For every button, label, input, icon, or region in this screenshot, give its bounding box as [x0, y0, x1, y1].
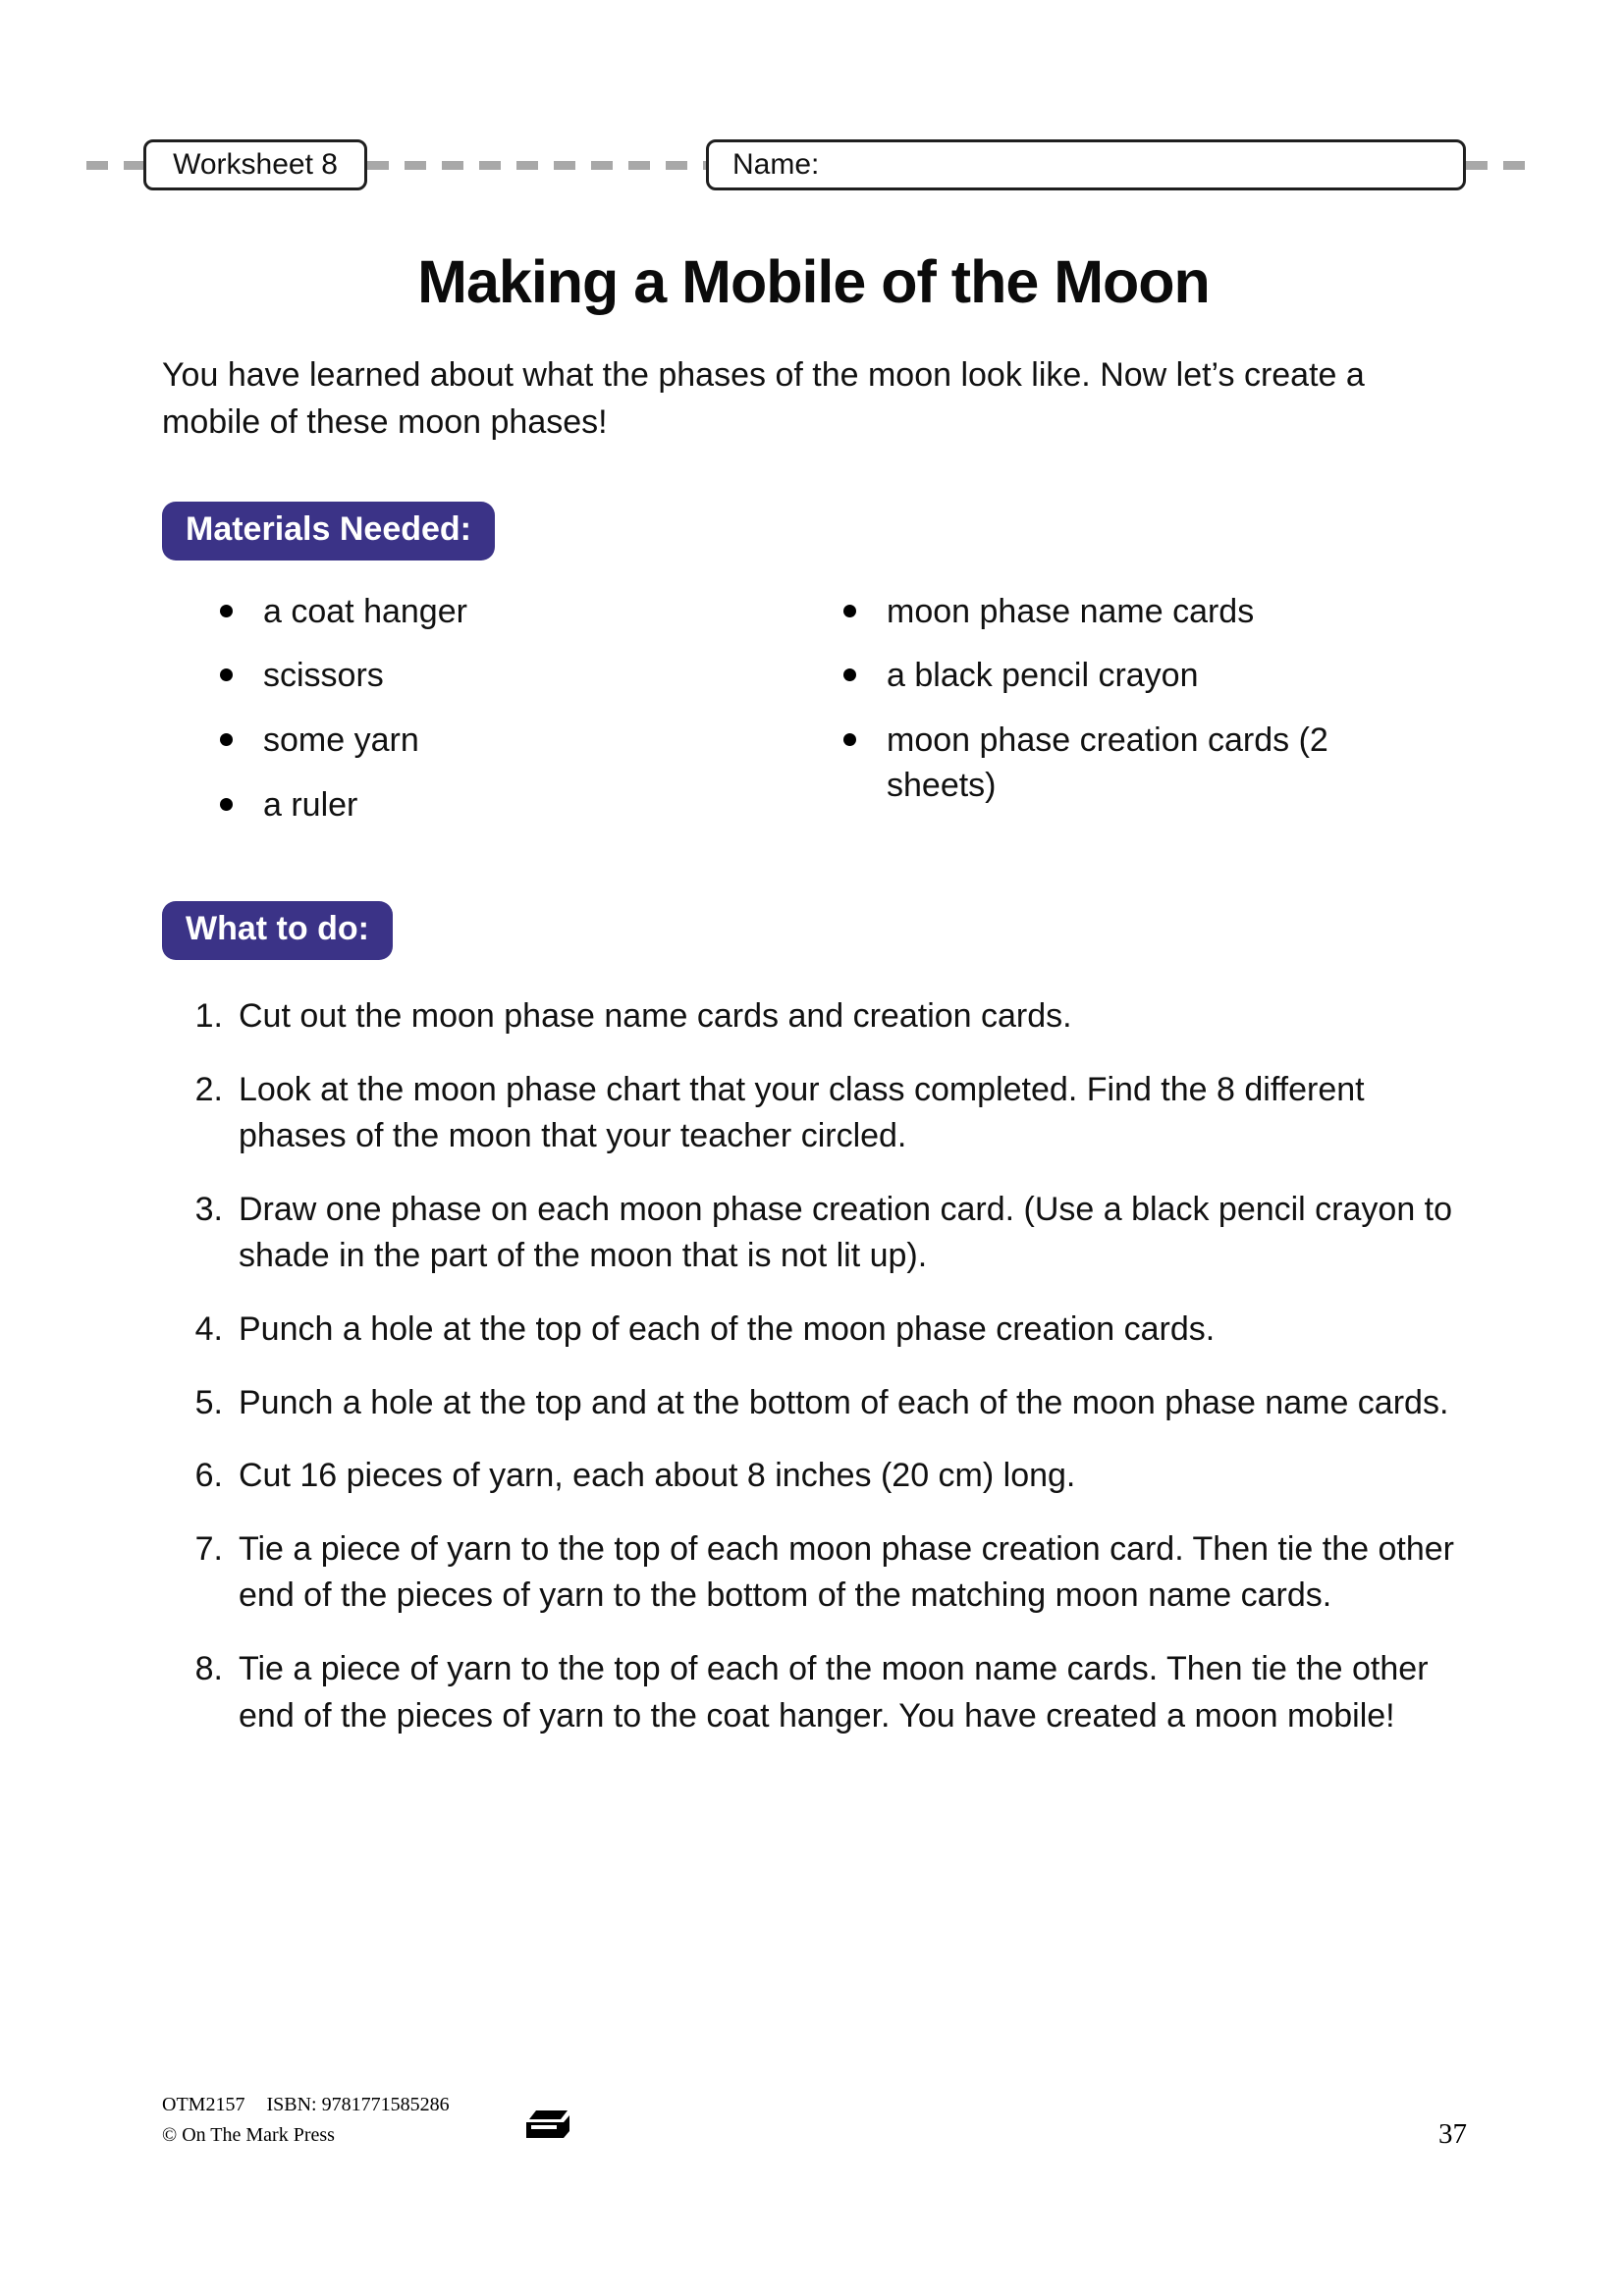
material-item: moon phase creation cards (2 sheets): [839, 719, 1350, 809]
material-item: a ruler: [216, 783, 839, 828]
instructions-list: [162, 993, 1465, 1739]
step-number: 1.: [194, 997, 223, 1036]
name-field-box: [706, 139, 1466, 190]
step-text: Cut out the moon phase name cards and creation cards.: [239, 997, 1072, 1036]
step-text: Cut 16 pieces of yarn, each about 8 inches (20 cm) long.: [239, 1457, 1076, 1495]
material-item: scissors: [216, 654, 839, 699]
instruction-step: [170, 1067, 1465, 1160]
header-dash-middle: [367, 161, 706, 170]
worksheet-number-label: Worksheet 8: [173, 148, 338, 181]
step-number: 2.: [194, 1070, 223, 1108]
materials-left-column: [216, 590, 839, 849]
header: [86, 135, 1540, 194]
copier-icon: [520, 2107, 573, 2149]
materials-list: [162, 590, 1465, 849]
materials-right-column: [839, 590, 1350, 849]
step-number: 5.: [194, 1383, 223, 1421]
publisher-code-row: [162, 2090, 450, 2120]
header-dash-right: [1466, 161, 1540, 170]
page-number: 37: [1438, 2118, 1467, 2150]
isbn: ISBN: 9781771585286: [266, 2094, 450, 2115]
instruction-step: [170, 1187, 1465, 1280]
footer-publisher-block: [162, 2090, 573, 2151]
materials-heading-badge: Materials Needed:: [162, 502, 495, 561]
step-number: 4.: [194, 1310, 223, 1349]
product-code: OTM2157: [162, 2094, 245, 2115]
instruction-step: [170, 1526, 1465, 1620]
step-number: 8.: [194, 1650, 223, 1688]
material-item: moon phase name cards: [839, 590, 1350, 635]
header-dash-left: [86, 161, 143, 170]
name-field-label: Name:: [732, 148, 820, 181]
publisher-lines: [162, 2090, 450, 2151]
worksheet-number-box: [143, 139, 367, 190]
copyright: © On The Mark Press: [162, 2124, 335, 2146]
step-text: Punch a hole at the top and at the bottom of each of the moon phase name cards.: [239, 1383, 1449, 1421]
instruction-step: [170, 1646, 1465, 1739]
step-text: Tie a piece of yarn to the top of each moon phase creation card. Then tie the other end of the pieces of yarn to the bottom of the matching moon name cards.: [239, 1529, 1454, 1615]
material-item: a black pencil crayon: [839, 654, 1350, 699]
step-text: Draw one phase on each moon phase creation card. (Use a black pencil crayon to shade in the part of the moon that is not lit up).: [239, 1190, 1453, 1275]
page-title: Making a Mobile of the Moon: [417, 248, 1210, 315]
instruction-step: [170, 1380, 1465, 1427]
step-text: Punch a hole at the top of each of the moon phase creation cards.: [239, 1310, 1216, 1349]
intro-paragraph: You have learned about what the phases of the moon look like. Now let’s create a mobile of these moon phases!: [162, 356, 1365, 442]
instruction-step: [170, 1453, 1465, 1500]
instruction-step: [170, 1307, 1465, 1354]
instruction-step: [170, 993, 1465, 1041]
footer: [162, 2090, 1467, 2151]
step-number: 3.: [194, 1190, 223, 1228]
material-item: some yarn: [216, 719, 839, 764]
step-text: Tie a piece of yarn to the top of each of the moon name cards. Then tie the other end of the pieces of yarn to the coat hanger. You have created a moon mobile!: [239, 1650, 1429, 1735]
step-number: 7.: [194, 1529, 223, 1568]
material-item: a coat hanger: [216, 590, 839, 635]
what-to-do-heading-badge: What to do:: [162, 901, 393, 960]
step-number: 6.: [194, 1457, 223, 1495]
step-text: Look at the moon phase chart that your class completed. Find the 8 different phases of the moon that your teacher circled.: [239, 1070, 1365, 1155]
